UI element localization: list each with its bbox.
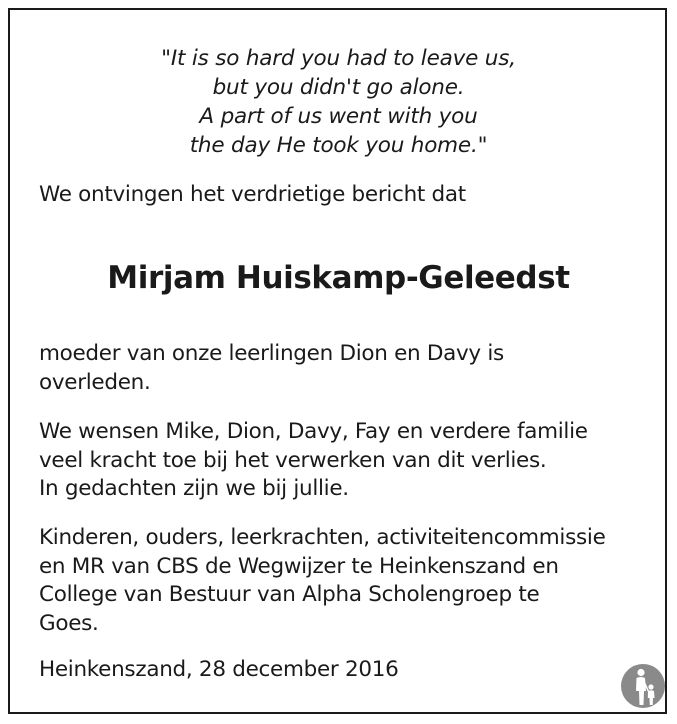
signatories-paragraph: [39, 524, 659, 638]
poem-line: A part of us went with you: [199, 104, 478, 129]
place-and-date: Heinkenszand, 28 december 2016: [39, 657, 399, 682]
paragraph-line: overleden.: [39, 369, 151, 395]
poem-quote: [0, 44, 677, 160]
paragraph-line: Goes.: [39, 610, 99, 636]
paragraph-line: Kinderen, ouders, leerkrachten, activiteitencommissie: [39, 525, 606, 550]
mourning-figures-logo-icon: [620, 663, 666, 709]
paragraph-line: en MR van CBS de Wegwijzer te Heinkenszand en: [39, 553, 559, 579]
paragraph-line: moeder van onze leerlingen Dion en Davy is: [39, 341, 504, 366]
deceased-name: Mirjam Huiskamp-Geleedst: [107, 260, 570, 296]
relation-paragraph: [39, 340, 659, 397]
intro-text: We ontvingen het verdrietige bericht dat: [39, 182, 466, 207]
condolence-paragraph: [39, 418, 659, 504]
paragraph-line: veel kracht toe bij het verwerken van dit verlies.: [39, 447, 547, 473]
paragraph-line: We wensen Mike, Dion, Davy, Fay en verdere familie: [39, 419, 588, 444]
poem-line: "It is so hard you had to leave us,: [161, 46, 516, 71]
poem-line: the day He took you home.": [189, 133, 488, 158]
paragraph-line: College van Bestuur van Alpha Scholengroep te: [39, 582, 540, 607]
paragraph-line: In gedachten zijn we bij jullie.: [39, 476, 349, 501]
poem-line: but you didn't go alone.: [212, 75, 465, 100]
